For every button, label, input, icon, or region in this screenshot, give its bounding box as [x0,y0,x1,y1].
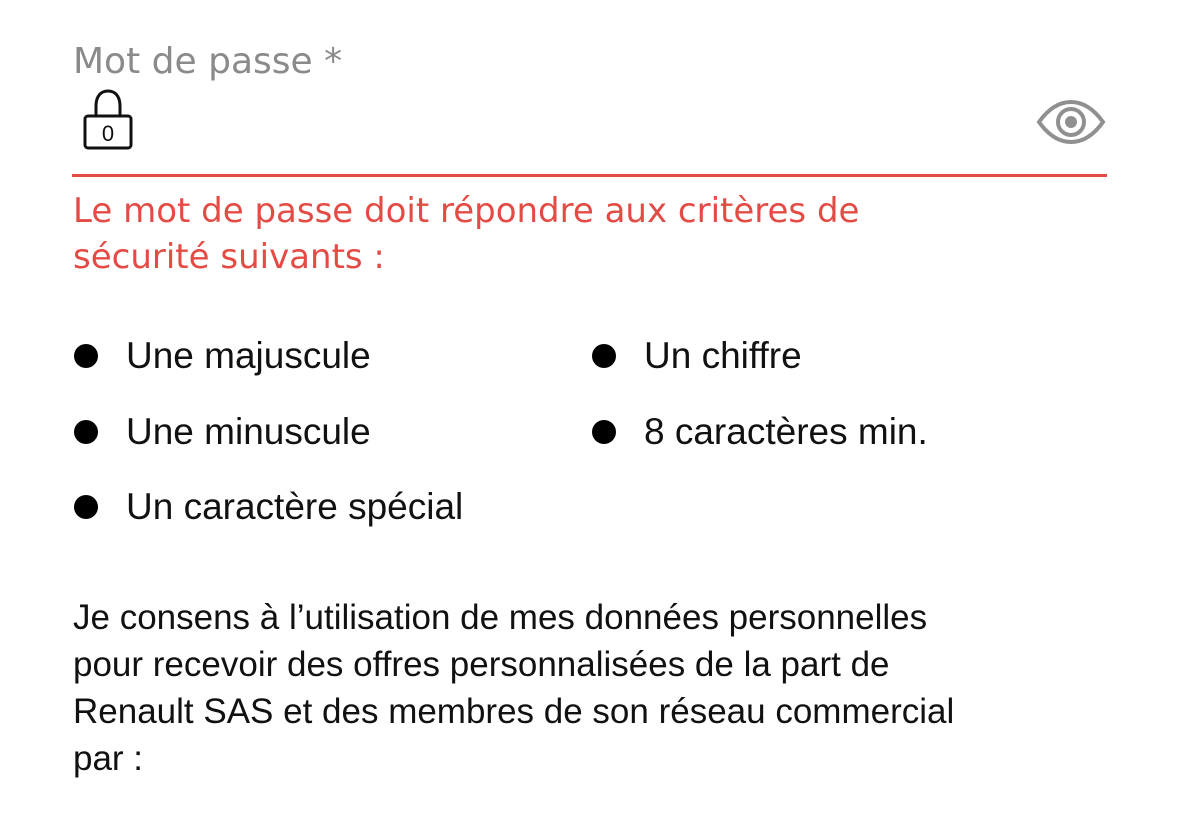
password-error-message: Le mot de passe doit répondre aux critères de sécurité suivants : [73,191,860,277]
eye-icon[interactable] [1035,96,1107,148]
criterion-label: 8 caractères min. [644,411,928,452]
criterion-special-character [74,481,463,533]
criterion-label: Un caractère spécial [126,486,464,527]
bullet-icon [592,344,616,368]
criterion-label: Une minuscule [126,411,371,452]
criterion-uppercase [74,330,371,382]
bullet-icon [74,344,98,368]
criterion-min-length [592,406,928,458]
criterion-label: Une majuscule [126,335,371,376]
bullet-icon [592,420,616,444]
criterion-lowercase [74,406,371,458]
password-field-underline [72,174,1107,177]
password-criteria-list [74,330,1114,550]
bullet-icon [74,420,98,444]
bullet-icon [74,495,98,519]
lock-icon [82,88,134,150]
criterion-label: Un chiffre [644,335,802,376]
consent-text: Je consens à l’utilisation de mes données personnelles pour recevoir des offres personnalisées de la part de Renault SAS et des membres de son réseau commercial par : [73,598,955,778]
lock-badge-text: 0 [101,121,115,146]
criterion-digit [592,330,802,382]
password-field-label: Mot de passe * [73,41,343,82]
password-input[interactable] [150,92,1010,152]
